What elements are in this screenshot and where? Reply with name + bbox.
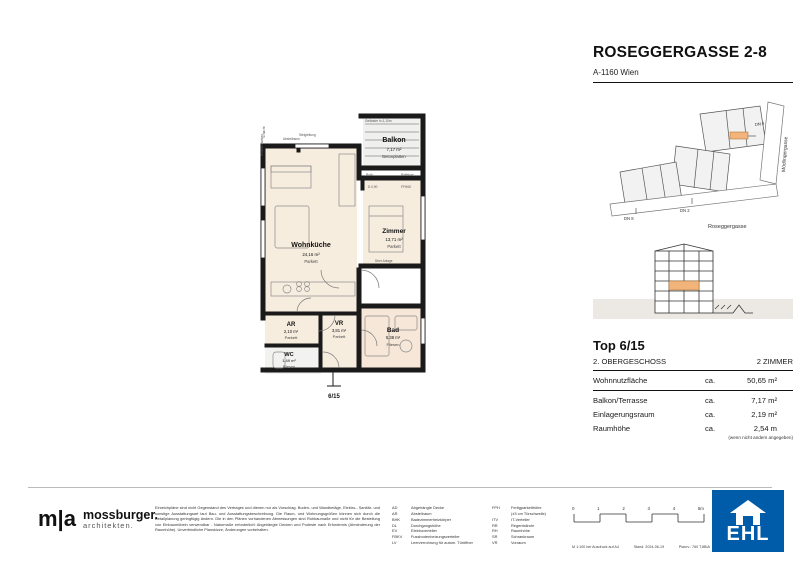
print-info [572,545,710,549]
unit-rooms: 2 ZIMMER [756,357,793,366]
info-ca: ca. [705,396,716,405]
info-row-balcony [593,396,793,405]
logo-word-primary: mossburger. [82,508,158,522]
abbr-key: ITV [492,516,499,522]
abbr-key: SR [492,534,498,540]
abbr-value: Badezimmerheizkörper [411,516,452,522]
abbr-key: VR [492,540,498,546]
scale-tick: 4 [672,506,676,511]
room-floor-ar: Parkett [284,335,298,340]
room-area-balkon: 7,17 m² [386,147,402,152]
siteplan-entrance-top: DN 4 [754,120,765,127]
scale-tick: 0 [572,506,575,511]
abbr-value: Abstellraum [411,510,432,516]
plan-note-rollo: Rollo [366,173,374,177]
plan-note-schacht: Schacht [262,126,266,138]
sheet-header [593,44,793,83]
abbr-key: RH [492,528,498,534]
info-label: Einlagerungsraum [593,410,655,419]
plan-note-rolladen: Rolladenkasten [260,134,264,156]
info-value: 50,65 m² [747,376,777,385]
logo-mark: m|a [38,506,76,531]
info-ca: ca. [705,410,716,419]
room-area-wc: 1,49 m² [282,358,296,363]
abbr-value: Leerverrohrung für autom. Türöffner [411,540,473,546]
abbr-value: Fussbodenheizungsverteiler [411,534,460,540]
info-label: Balkon/Terrasse [593,396,648,405]
abbr-value: (±3 cm Türschwelle) [511,510,546,516]
unit-title: Top 6/15 [593,338,645,353]
page-title: ROSEGGERGASSE 2-8 [593,44,767,61]
siteplan-entrance-mid: DN 2 [680,208,690,213]
room-label-vr: VR [334,321,344,327]
room-floor-wc: Fliesen [282,365,296,369]
info-note: (wenn nicht anders angegeben) [728,435,793,440]
room-floor-zimmer: Parkett [387,244,401,249]
abbreviation-list-right [492,505,575,546]
siteplan-entrance-left: DN 8 [624,216,634,221]
scale-tick: 2 [622,506,625,511]
room-label-wc: WC [284,352,294,358]
building-section [593,243,793,331]
room-area-bad: 5,38 m² [385,335,401,340]
scale-tick: 1 [597,506,600,511]
room-floor-vr: Parkett [332,334,346,339]
ehl-logo [712,490,784,552]
floor-plan [235,110,465,410]
print-date: Stand: 2024-06-19 [633,545,665,549]
abbr-key: BHK [392,516,400,522]
abbr-key: AD [392,505,398,510]
ehl-letters: EHL [726,523,770,545]
info-value: 7,17 m² [751,396,777,405]
siteplan-street-bottom: Roseggergasse [708,224,747,230]
abbr-value: Elektroverteiler [411,528,437,534]
scale-tick: 5m [697,506,704,511]
room-floor-wohnkueche: Parkett [304,259,318,264]
room-label-bad: Bad [386,327,400,334]
logo-word-secondary: architekten. [82,521,134,531]
info-ca: ca. [705,424,716,433]
legal-disclaimer: Einreichpläne sind nicht Gegenstand des Vertrages und dienen nur als Vorschlag. Boden- und Wandbeläge, Elektro-, Sanitär- und sonstige Ausstattungsart laut Bau- und Ausstattungsbeschreibung. Die Raum- und Wohnungsgrößen können sich durch die Detailplanung geringfügig ändern. Die in den Plänen vorhandenen Abmessungen sind Rohbaumaße und nicht für die Bestellung von Einbaumöbeln verwendbar - Naturmaße erforderlich! Abgehängte Decken und Podeste nach Erfordernis (Abminderung der Raumhöhe). Unverbindliche Planskizze, Änderungen vorbehalten. [155,505,380,533]
plan-note-raffstore: Raffstore [401,173,414,177]
abbr-value: IT-Verteiler [511,516,530,522]
scale-tick: 3 [647,506,650,511]
abbr-key: AR [392,510,398,516]
info-label: Raumhöhe [593,424,631,433]
room-label-ar: AR [286,322,296,328]
site-key-plan [580,100,793,235]
plan-note-abstell: Abstellraum [283,137,300,141]
plan-entry-label: 6/15 [328,394,340,400]
room-area-ar: 2,10 m² [283,329,299,334]
room-area-wohnkueche: 24,16 m² [302,252,320,257]
info-value: 2,19 m² [751,410,777,419]
abbreviation-list-left [392,505,502,546]
info-label: Wohnnutzfläche [593,376,648,385]
abbr-key: LV [392,540,397,546]
footer-divider [28,487,772,488]
abbr-value: Raumhöhe [511,528,531,534]
page-subtitle: A-1160 Wien [593,68,639,77]
abbr-value: Abgehängte Decke [411,505,445,510]
abbr-key: FBKV [392,534,403,540]
abbr-value: Regenfallrohr [511,522,535,528]
info-divider [593,390,793,391]
unit-floor: 2. OBERGESCHOSS [593,357,667,366]
siteplan-street-right: Mödlingergasse [781,136,790,173]
room-label-zimmer: Zimmer [382,228,406,235]
room-area-vr: 3,81 m² [331,328,347,333]
plan-note-railing: Geländer h=1,10m [365,119,392,123]
plan-note-ueberanlage: Über Anlage [375,259,393,263]
abbr-value: Durchgangshöhe [411,522,441,528]
plan-note-ffh: FFH65 [401,185,411,189]
info-value: 2,54 m [753,424,777,433]
abbr-key: RR [492,522,498,528]
abbr-key: EV [392,528,398,534]
abbr-key: DL [392,522,397,528]
info-row-living-area [593,376,793,385]
room-area-zimmer: 13,71 m² [385,237,403,242]
plan-note-door-width: D 0,90 [368,185,378,189]
room-label-wohnkueche: Wohnküche [291,242,331,249]
print-scale: M 1:100 bei Ausdruck auf A4 [572,545,619,549]
abbr-value: Vorraum [511,540,526,546]
scale-bar [572,506,712,524]
architect-logo [38,508,158,530]
info-ca: ca. [705,376,716,385]
header-divider [593,82,793,83]
room-floor-balkon: Betonplatten [382,154,406,159]
unit-info-block [593,338,793,440]
abbr-value: Schrankraum [511,534,535,540]
print-revision: Planrv.: 760 T,8BIA [678,545,710,549]
plan-note-steig: Steigleitung [299,133,316,137]
info-row-ceiling-height [593,424,793,433]
room-label-balkon: Balkon [382,137,406,144]
abbr-key: FPH [492,505,500,510]
abbr-value: Fertigparketthöhe [511,505,542,510]
room-floor-bad: Fliesen [386,342,400,347]
info-row-storage [593,410,793,419]
